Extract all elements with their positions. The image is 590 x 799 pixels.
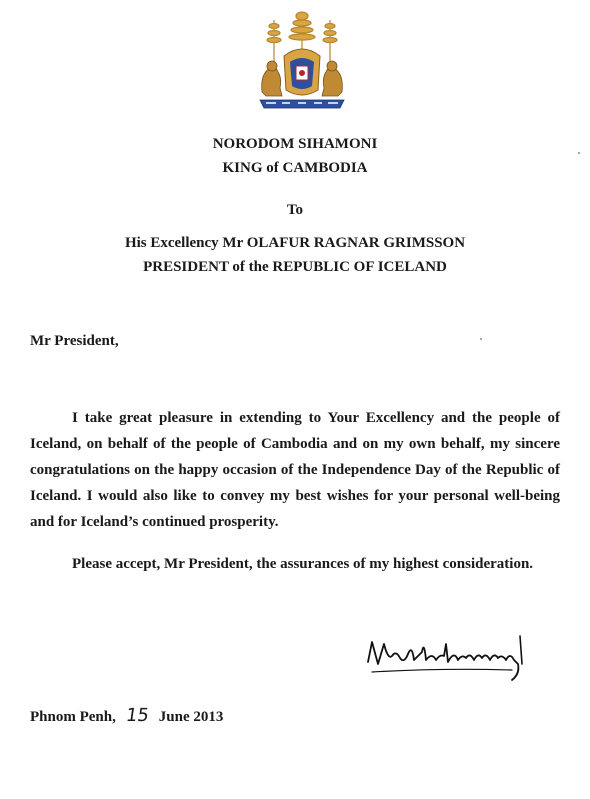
scan-speck (480, 338, 482, 340)
handwritten-signature-icon (362, 630, 537, 684)
sender-name: NORODOM SIHAMONI (212, 136, 378, 152)
letter-body: I take great pleasure in extending to Your Excellency and the people of Iceland, on behalf of the people of Cambodia and on my own behalf, my sincere congratulations on the happy occasion of the Independence Day of the Republic of Iceland. I would also like to convey my best wishes for your personal well-being and for Iceland’s continued prosperity. (30, 410, 560, 530)
date-line (30, 705, 223, 726)
sender-title: KING of CAMBODIA (222, 160, 368, 176)
to-label: To (286, 202, 304, 218)
place-label: Phnom Penh, (30, 709, 116, 725)
scan-speck (578, 152, 580, 154)
recipient-name: His Excellency Mr OLAFUR RAGNAR GRIMSSON (124, 235, 466, 251)
date-day: 15 (124, 705, 151, 726)
recipient-title: PRESIDENT of the REPUBLIC OF ICELAND (143, 259, 447, 275)
royal-crest-icon (252, 8, 352, 116)
date-month-year: June 2013 (158, 709, 224, 725)
closing-line: Please accept, Mr President, the assurances of my highest consideration. (72, 556, 534, 572)
salutation: Mr President, (30, 333, 119, 349)
